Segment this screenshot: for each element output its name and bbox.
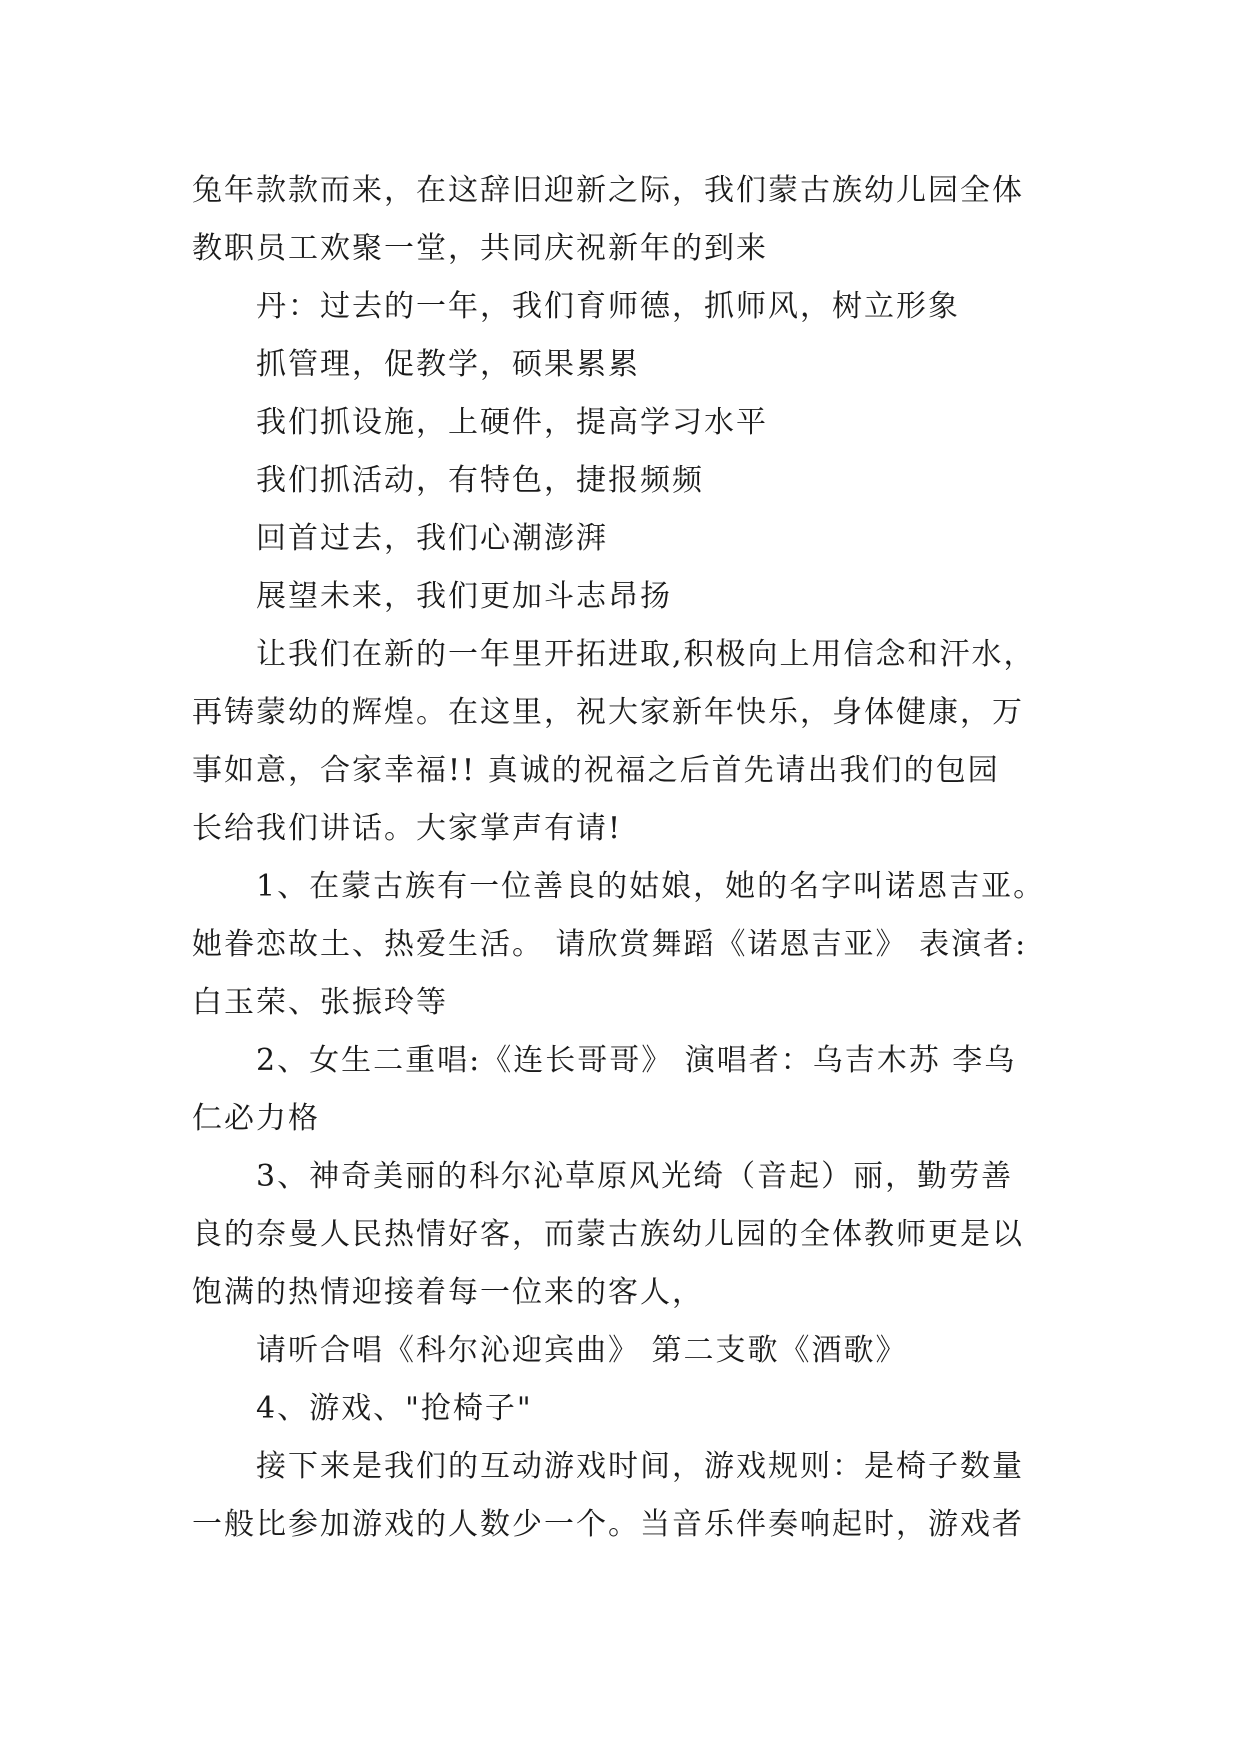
text-line: 接下来是我们的互动游戏时间，游戏规则：是椅子数量 [256, 1449, 1024, 1484]
text-line: 事如意，合家幸福!! 真诚的祝福之后首先请出我们的包园 [192, 753, 1000, 788]
text-line: 一般比参加游戏的人数少一个。当音乐伴奏响起时，游戏者 [192, 1507, 1024, 1542]
text-line: 请听合唱《科尔沁迎宾曲》 第二支歌《酒歌》 [256, 1333, 908, 1368]
text-line: 4、游戏、"抢椅子" [256, 1391, 533, 1426]
text-line: 展望未来，我们更加斗志昂扬 [256, 579, 672, 614]
text-line: 2、女生二重唱:《连长哥哥》 演唱者：乌吉木苏 李乌 [256, 1043, 1017, 1078]
text-line: 抓管理，促教学，硕果累累 [256, 347, 640, 382]
text-line: 白玉荣、张振玲等 [192, 985, 448, 1020]
text-line: 仁必力格 [192, 1101, 320, 1136]
text-line: 丹：过去的一年，我们育师德，抓师风，树立形象 [256, 289, 960, 324]
text-line: 让我们在新的一年里开拓进取,积极向上用信念和汗水， [256, 637, 1036, 672]
text-line: 饱满的热情迎接着每一位来的客人， [192, 1275, 704, 1310]
text-line: 长给我们讲话。大家掌声有请! [192, 811, 623, 846]
text-line: 我们抓活动，有特色，捷报频频 [256, 463, 704, 498]
text-line: 兔年款款而来，在这辞旧迎新之际，我们蒙古族幼儿园全体 [192, 173, 1024, 208]
text-line: 教职员工欢聚一堂，共同庆祝新年的到来 [192, 231, 768, 266]
text-line: 良的奈曼人民热情好客，而蒙古族幼儿园的全体教师更是以 [192, 1217, 1024, 1252]
text-line: 回首过去，我们心潮澎湃 [256, 521, 608, 556]
text-line: 3、神奇美丽的科尔沁草原风光绮（音起）丽，勤劳善 [256, 1159, 1014, 1194]
text-line: 1、在蒙古族有一位善良的姑娘，她的名字叫诺恩吉亚。 [256, 869, 1046, 904]
text-line: 我们抓设施，上硬件，提高学习水平 [256, 405, 768, 440]
text-line: 再铸蒙幼的辉煌。在这里，祝大家新年快乐，身体健康，万 [192, 695, 1024, 730]
document-body [192, 162, 1072, 1554]
text-line: 她眷恋故土、热爱生活。 请欣赏舞蹈《诺恩吉亚》 表演者: [192, 927, 1028, 962]
